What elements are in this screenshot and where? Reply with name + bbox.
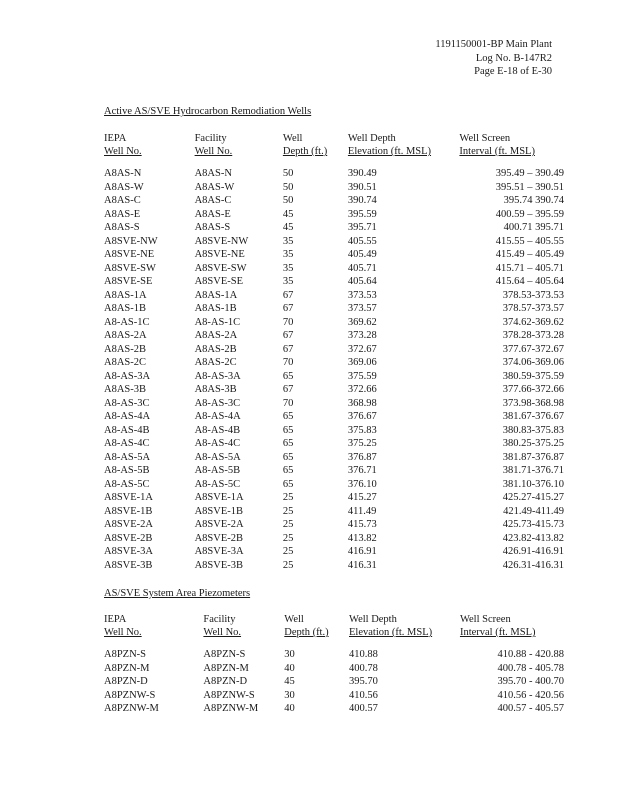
cell-well-depth: 70 <box>282 316 294 328</box>
cell-depth-elevation: 376.10 <box>347 478 377 490</box>
cell-well-depth: 25 <box>282 546 294 557</box>
cell-facility-well-no: A8AS-2A <box>194 330 238 341</box>
table-row <box>104 689 564 703</box>
cell-depth-elevation: 372.66 <box>347 384 377 395</box>
cell-well-depth: 50 <box>282 168 294 179</box>
active-wells-body <box>104 132 564 572</box>
cell-well-depth: 40 <box>284 703 295 714</box>
table-row <box>104 221 564 235</box>
cell-screen-interval: 381.87-376.87 <box>502 451 564 463</box>
cell-iepa-well-no: A8SVE-1A <box>104 492 153 503</box>
cell-facility-well-no: A8AS-E <box>194 208 231 220</box>
cell-screen-interval: 426.31-416.31 <box>502 559 564 571</box>
table-row <box>104 702 564 716</box>
cell-screen-interval: 400.71 395.71 <box>503 222 564 233</box>
cell-facility-well-no: A8SVE-NW <box>194 235 249 247</box>
cell-facility-well-no: A8AS-1A <box>194 289 238 301</box>
column-header-depth-elevation <box>348 132 460 145</box>
column-header-screen-interval <box>459 132 564 145</box>
column-header-screen-interval <box>460 613 564 626</box>
cell-facility-well-no: A8AS-N <box>194 168 232 179</box>
column-header-iepa-well-no <box>104 613 203 626</box>
cell-depth-elevation: 410.56 <box>349 689 378 701</box>
cell-iepa-well-no: A8-AS-5B <box>104 465 150 476</box>
table-row <box>104 464 564 478</box>
cell-screen-interval: 381.10-376.10 <box>502 478 564 490</box>
cell-screen-interval: 395.49 – 390.49 <box>495 168 564 179</box>
cell-facility-well-no: A8AS-W <box>194 181 235 193</box>
cell-screen-interval: 377.66-372.66 <box>502 384 564 395</box>
cell-screen-interval: 400.78 - 405.78 <box>497 662 564 674</box>
cell-well-depth: 70 <box>282 357 294 368</box>
column-header-text: IEPA <box>104 133 127 144</box>
cell-well-depth: 65 <box>282 438 294 449</box>
cell-iepa-well-no: A8-AS-5C <box>104 478 150 490</box>
cell-facility-well-no: A8AS-3B <box>194 384 237 395</box>
column-header-depth-elevation <box>349 613 460 626</box>
column-header-text: Elevation (ft. MSL) <box>347 146 432 157</box>
cell-facility-well-no: A8PZN-S <box>203 649 246 660</box>
column-header-screen-interval <box>460 626 564 639</box>
cell-well-depth: 25 <box>282 505 294 517</box>
cell-depth-elevation: 413.82 <box>347 532 377 544</box>
table-row <box>104 262 564 276</box>
table-row <box>104 451 564 465</box>
cell-screen-interval: 400.59 – 395.59 <box>495 208 564 220</box>
piezometers-body <box>104 613 564 716</box>
cell-depth-elevation: 405.64 <box>347 276 377 287</box>
table-row <box>104 559 564 573</box>
cell-facility-well-no: A8PZN-D <box>203 676 248 687</box>
column-header-facility-well-no <box>203 626 284 639</box>
table-row <box>104 532 564 546</box>
cell-screen-interval: 425.27-415.27 <box>502 492 564 503</box>
table-row <box>104 356 564 370</box>
column-header-text: Well No. <box>194 146 233 157</box>
column-header-text: Well Screen <box>459 614 511 625</box>
table-row <box>104 167 564 181</box>
cell-screen-interval: 373.98-368.98 <box>502 397 564 409</box>
cell-well-depth: 40 <box>284 662 295 674</box>
cell-well-depth: 67 <box>282 384 294 395</box>
cell-depth-elevation: 390.74 <box>347 195 377 206</box>
cell-screen-interval: 378.53-373.53 <box>502 289 564 301</box>
table-row <box>104 662 564 676</box>
page-number: Page E-18 of E-30 <box>474 66 552 77</box>
cell-depth-elevation: 373.57 <box>347 303 377 314</box>
table-row <box>104 437 564 451</box>
cell-screen-interval: 415.71 – 405.71 <box>495 262 564 274</box>
column-header-text: Well Depth <box>349 614 397 625</box>
cell-iepa-well-no: A8SVE-3B <box>104 559 153 571</box>
cell-screen-interval: 395.70 - 400.70 <box>497 676 564 687</box>
cell-iepa-well-no: A8-AS-4A <box>104 411 151 422</box>
table-row <box>104 410 564 424</box>
table-header-row <box>104 145 564 158</box>
cell-screen-interval: 415.64 – 405.64 <box>495 276 564 287</box>
cell-well-depth: 35 <box>282 262 294 274</box>
cell-iepa-well-no: A8PZNW-S <box>104 689 156 701</box>
cell-screen-interval: 426.91-416.91 <box>502 546 564 557</box>
cell-iepa-well-no: A8SVE-3A <box>104 546 153 557</box>
table-row <box>104 491 564 505</box>
cell-facility-well-no: A8-AS-5A <box>194 451 241 463</box>
cell-screen-interval: 425.73-415.73 <box>502 519 564 530</box>
cell-screen-interval: 421.49-411.49 <box>503 505 564 517</box>
cell-facility-well-no: A8-AS-5B <box>194 465 241 476</box>
table-header-row <box>104 626 564 639</box>
cell-screen-interval: 378.57-373.57 <box>502 303 564 314</box>
cell-facility-well-no: A8AS-1B <box>194 303 237 314</box>
cell-iepa-well-no: A8AS-3B <box>104 384 147 395</box>
cell-depth-elevation: 369.62 <box>347 316 377 328</box>
cell-depth-elevation: 400.57 <box>349 703 378 714</box>
table-row <box>104 302 564 316</box>
table-row <box>104 424 564 438</box>
table-header-row <box>104 132 564 145</box>
cell-depth-elevation: 390.51 <box>347 181 377 193</box>
cell-well-depth: 25 <box>282 519 294 530</box>
header-spacer <box>104 639 564 648</box>
column-header-text: Depth (ft.) <box>282 146 328 157</box>
cell-well-depth: 67 <box>282 330 294 341</box>
cell-screen-interval: 400.57 - 405.57 <box>497 703 564 714</box>
cell-well-depth: 35 <box>282 276 294 287</box>
cell-well-depth: 35 <box>282 235 294 247</box>
cell-depth-elevation: 375.59 <box>347 370 377 382</box>
column-header-text: Well No. <box>203 627 242 638</box>
cell-iepa-well-no: A8-AS-3C <box>104 397 150 409</box>
cell-depth-elevation: 416.91 <box>347 546 377 557</box>
cell-iepa-well-no: A8AS-N <box>104 168 142 179</box>
table-header-row <box>104 613 564 626</box>
cell-well-depth: 25 <box>282 559 294 571</box>
cell-facility-well-no: A8SVE-NE <box>194 249 245 260</box>
cell-well-depth: 65 <box>282 451 294 463</box>
cell-screen-interval: 423.82-413.82 <box>502 532 564 544</box>
project-id: 1191150001-BP Main Plant <box>435 39 552 50</box>
table-row <box>104 275 564 289</box>
cell-iepa-well-no: A8-AS-4C <box>104 438 150 449</box>
cell-well-depth: 45 <box>284 676 295 687</box>
cell-facility-well-no: A8-AS-3C <box>194 397 241 409</box>
column-header-depth-elevation <box>348 145 460 158</box>
cell-iepa-well-no: A8AS-E <box>104 208 141 220</box>
column-header-iepa-well-no <box>104 145 195 158</box>
cell-well-depth: 30 <box>284 689 295 701</box>
cell-screen-interval: 410.56 - 420.56 <box>497 689 564 701</box>
column-header-well-depth <box>283 145 348 158</box>
table-row <box>104 235 564 249</box>
column-header-facility-well-no <box>195 145 283 158</box>
cell-depth-elevation: 373.53 <box>347 289 377 301</box>
cell-iepa-well-no: A8-AS-3A <box>104 370 151 382</box>
table-row <box>104 397 564 411</box>
column-header-well-depth <box>284 626 349 639</box>
cell-well-depth: 67 <box>282 289 294 301</box>
table-row <box>104 181 564 195</box>
cell-depth-elevation: 376.67 <box>347 411 377 422</box>
cell-screen-interval: 378.28-373.28 <box>502 330 564 341</box>
cell-screen-interval: 395.51 – 390.51 <box>495 181 564 193</box>
column-header-text: Facility <box>194 133 227 144</box>
table-row <box>104 675 564 689</box>
cell-well-depth: 30 <box>284 649 295 660</box>
table-row <box>104 329 564 343</box>
cell-iepa-well-no: A8SVE-NE <box>104 249 155 260</box>
column-header-text: Well <box>284 614 304 625</box>
cell-facility-well-no: A8AS-S <box>194 222 231 233</box>
cell-screen-interval: 380.25-375.25 <box>502 438 564 449</box>
column-header-text: Well Screen <box>459 133 511 144</box>
column-header-facility-well-no <box>203 613 284 626</box>
column-header-text: Well No. <box>104 627 142 638</box>
cell-well-depth: 35 <box>282 249 294 260</box>
cell-depth-elevation: 369.06 <box>347 357 377 368</box>
cell-facility-well-no: A8AS-2C <box>194 357 237 368</box>
cell-facility-well-no: A8AS-2B <box>194 343 237 355</box>
cell-screen-interval: 374.06-369.06 <box>502 357 564 368</box>
cell-well-depth: 65 <box>282 465 294 476</box>
cell-depth-elevation: 395.70 <box>349 676 378 687</box>
cell-depth-elevation: 372.67 <box>347 343 377 355</box>
cell-depth-elevation: 395.71 <box>347 222 377 233</box>
column-header-well-depth <box>284 613 349 626</box>
cell-depth-elevation: 405.55 <box>347 235 377 247</box>
table-row <box>104 194 564 208</box>
cell-well-depth: 45 <box>282 208 294 220</box>
cell-facility-well-no: A8SVE-SE <box>194 276 244 287</box>
cell-depth-elevation: 415.27 <box>347 492 377 503</box>
cell-iepa-well-no: A8AS-S <box>104 222 140 233</box>
cell-iepa-well-no: A8AS-2C <box>104 357 147 368</box>
cell-iepa-well-no: A8PZN-S <box>104 649 147 660</box>
cell-screen-interval: 374.62-369.62 <box>502 316 564 328</box>
active-wells-table <box>104 132 564 572</box>
cell-iepa-well-no: A8-AS-1C <box>104 316 150 328</box>
column-header-text: IEPA <box>104 614 127 625</box>
column-header-text: Facility <box>203 614 236 625</box>
cell-iepa-well-no: A8SVE-NW <box>104 235 158 247</box>
cell-depth-elevation: 400.78 <box>349 662 378 674</box>
cell-well-depth: 50 <box>282 195 294 206</box>
table-row <box>104 370 564 384</box>
cell-well-depth: 25 <box>282 532 294 544</box>
column-header-depth-elevation <box>349 626 460 639</box>
cell-depth-elevation: 390.49 <box>347 168 377 179</box>
table-row <box>104 289 564 303</box>
cell-iepa-well-no: A8SVE-SW <box>104 262 156 274</box>
cell-depth-elevation: 416.31 <box>347 559 377 571</box>
header-spacer <box>104 158 564 167</box>
cell-iepa-well-no: A8AS-1B <box>104 303 147 314</box>
cell-iepa-well-no: A8-AS-4B <box>104 424 150 436</box>
cell-facility-well-no: A8-AS-5C <box>194 478 241 490</box>
table-row <box>104 478 564 492</box>
table-row <box>104 316 564 330</box>
cell-depth-elevation: 415.73 <box>347 519 377 530</box>
cell-iepa-well-no: A8SVE-2B <box>104 532 153 544</box>
column-header-screen-interval <box>459 145 564 158</box>
table-row <box>104 648 564 662</box>
cell-facility-well-no: A8SVE-2B <box>194 532 244 544</box>
column-header-text: Elevation (ft. MSL) <box>349 627 433 638</box>
cell-facility-well-no: A8SVE-3B <box>194 559 244 571</box>
cell-iepa-well-no: A8AS-C <box>104 195 141 206</box>
section-title-piezometers: AS/SVE System Area Piezometers <box>104 588 251 599</box>
table-row <box>104 248 564 262</box>
cell-facility-well-no: A8PZN-M <box>203 662 249 674</box>
cell-facility-well-no: A8SVE-3A <box>194 546 244 557</box>
cell-well-depth: 67 <box>282 303 294 314</box>
cell-facility-well-no: A8SVE-1B <box>194 505 244 517</box>
cell-facility-well-no: A8-AS-3A <box>194 370 241 382</box>
cell-facility-well-no: A8-AS-4B <box>194 424 241 436</box>
cell-depth-elevation: 375.25 <box>347 438 377 449</box>
cell-facility-well-no: A8SVE-SW <box>194 262 247 274</box>
cell-iepa-well-no: A8PZNW-M <box>104 703 159 714</box>
piezometers-table <box>104 613 564 716</box>
cell-well-depth: 65 <box>282 411 294 422</box>
column-header-text: Interval (ft. MSL) <box>459 627 536 638</box>
cell-iepa-well-no: A8AS-2B <box>104 343 147 355</box>
cell-depth-elevation: 376.71 <box>347 465 377 476</box>
page-header <box>435 38 552 79</box>
column-header-well-depth <box>283 132 348 145</box>
table-row <box>104 505 564 519</box>
cell-iepa-well-no: A8AS-1A <box>104 289 147 301</box>
cell-depth-elevation: 395.59 <box>347 208 377 220</box>
table-row <box>104 343 564 357</box>
cell-well-depth: 25 <box>282 492 294 503</box>
cell-iepa-well-no: A8AS-2A <box>104 330 147 341</box>
cell-facility-well-no: A8AS-C <box>194 195 232 206</box>
cell-facility-well-no: A8-AS-4C <box>194 438 241 449</box>
cell-depth-elevation: 375.83 <box>347 424 377 436</box>
cell-facility-well-no: A8PZNW-M <box>203 703 259 714</box>
cell-facility-well-no: A8-AS-4A <box>194 411 241 422</box>
cell-iepa-well-no: A8PZN-M <box>104 662 150 674</box>
cell-facility-well-no: A8PZNW-S <box>203 689 255 701</box>
column-header-text: Depth (ft.) <box>284 627 329 638</box>
column-header-text: Well Depth <box>347 133 396 144</box>
log-number: Log No. B-147R2 <box>475 52 552 64</box>
column-header-facility-well-no <box>195 132 283 145</box>
cell-screen-interval: 377.67-372.67 <box>502 343 564 355</box>
cell-depth-elevation: 405.49 <box>347 249 377 260</box>
cell-iepa-well-no: A8SVE-1B <box>104 505 153 517</box>
cell-screen-interval: 380.59-375.59 <box>502 370 564 382</box>
cell-screen-interval: 381.71-376.71 <box>502 465 564 476</box>
cell-well-depth: 65 <box>282 478 294 490</box>
cell-depth-elevation: 405.71 <box>347 262 377 274</box>
cell-depth-elevation: 368.98 <box>347 397 377 409</box>
cell-depth-elevation: 376.87 <box>347 451 377 463</box>
cell-well-depth: 65 <box>282 424 294 436</box>
table-row <box>104 383 564 397</box>
cell-iepa-well-no: A8-AS-5A <box>104 451 151 463</box>
cell-well-depth: 67 <box>282 343 294 355</box>
cell-iepa-well-no: A8AS-W <box>104 181 144 193</box>
cell-iepa-well-no: A8SVE-SE <box>104 276 153 287</box>
cell-well-depth: 45 <box>282 222 294 233</box>
cell-well-depth: 50 <box>282 181 294 193</box>
table-row <box>104 545 564 559</box>
column-header-text: Well No. <box>104 146 142 157</box>
section-title-active-wells: Active AS/SVE Hydrocarbon Remodiation Wells <box>104 106 312 117</box>
cell-depth-elevation: 411.49 <box>347 505 377 517</box>
cell-iepa-well-no: A8SVE-2A <box>104 519 153 530</box>
table-row <box>104 208 564 222</box>
column-header-iepa-well-no <box>104 626 203 639</box>
cell-screen-interval: 415.55 – 405.55 <box>495 235 564 247</box>
cell-well-depth: 65 <box>282 370 294 382</box>
column-header-text: Well <box>282 133 303 144</box>
column-header-iepa-well-no <box>104 132 195 145</box>
cell-screen-interval: 381.67-376.67 <box>502 411 564 422</box>
cell-depth-elevation: 373.28 <box>347 330 377 341</box>
cell-iepa-well-no: A8PZN-D <box>104 676 148 687</box>
cell-well-depth: 70 <box>282 397 294 409</box>
cell-screen-interval: 410.88 - 420.88 <box>497 649 564 660</box>
cell-facility-well-no: A8SVE-1A <box>194 492 244 503</box>
column-header-text: Interval (ft. MSL) <box>459 146 535 157</box>
cell-depth-elevation: 410.88 <box>349 649 378 660</box>
cell-screen-interval: 380.83-375.83 <box>502 424 564 436</box>
cell-screen-interval: 395.74 390.74 <box>503 195 564 206</box>
cell-screen-interval: 415.49 – 405.49 <box>495 249 564 260</box>
cell-facility-well-no: A8-AS-1C <box>194 316 241 328</box>
cell-facility-well-no: A8SVE-2A <box>194 519 244 530</box>
table-row <box>104 518 564 532</box>
